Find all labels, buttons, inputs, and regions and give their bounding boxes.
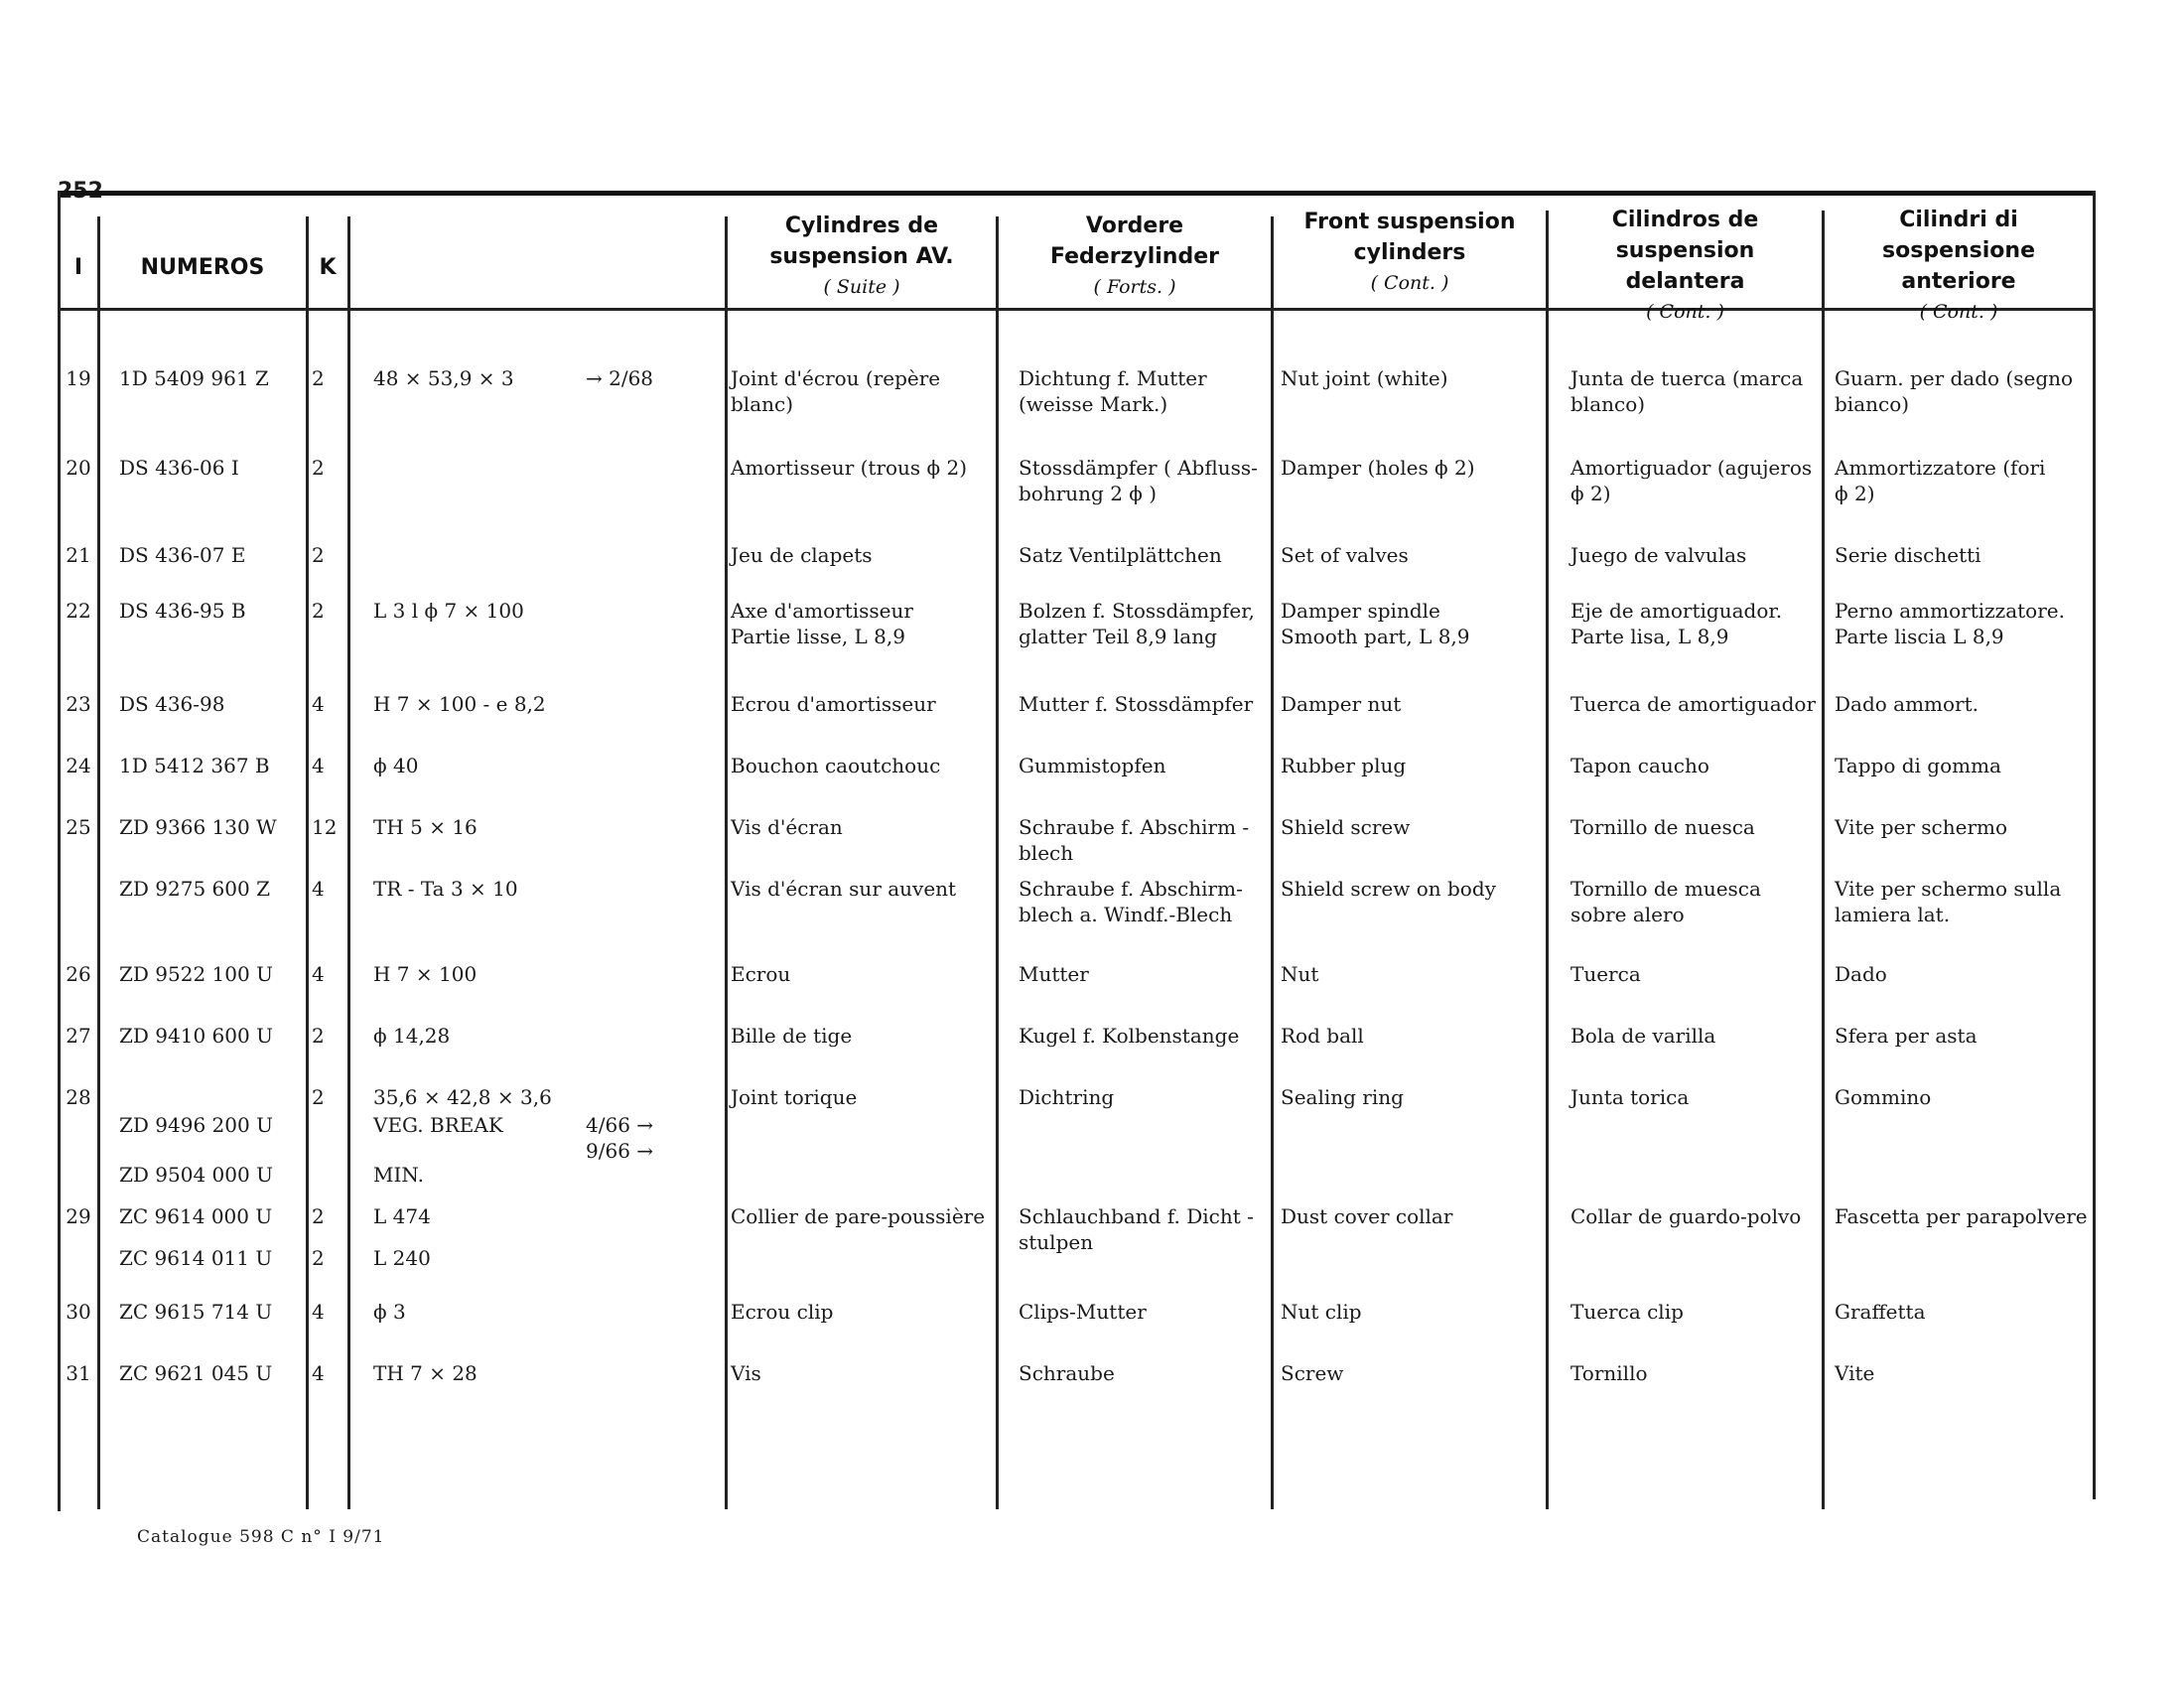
cell-spec: MIN. [373, 1163, 424, 1187]
cell-k: 4 [312, 692, 325, 716]
cell-es: Tornillo [1570, 1361, 1648, 1385]
cell-de: Kugel f. Kolbenstange [1019, 1024, 1240, 1048]
cell-k: 4 [312, 754, 325, 777]
cell-i: 26 [66, 962, 91, 986]
cell-en: Damper nut [1281, 692, 1402, 716]
header-french-cont: ( Suite ) [823, 276, 900, 298]
cell-num: ZD 9410 600 U [119, 1024, 273, 1048]
cell-k: 4 [312, 1300, 325, 1324]
cell-it: Fascetta per parapolvere [1835, 1204, 2088, 1228]
cell-de: Dichtring [1019, 1085, 1115, 1109]
column-rule [725, 216, 728, 1509]
cell-num: ZC 9615 714 U [119, 1300, 273, 1324]
cell-es: Tornillo de muesca sobre alero [1570, 877, 1761, 926]
cell-i: 24 [66, 754, 91, 777]
header-italian-cont: ( Cont. ) [1919, 301, 1998, 323]
header-english [1274, 207, 1546, 299]
cell-it: Serie dischetti [1835, 543, 1981, 567]
cell-num: DS 436-98 [119, 692, 225, 716]
cell-i: 20 [66, 456, 91, 480]
cell-en: Shield screw on body [1281, 877, 1496, 901]
cell-en: Dust cover collar [1281, 1204, 1453, 1228]
header-italian-line: anteriore [1901, 269, 2016, 294]
cell-en: Nut joint (white) [1281, 366, 1448, 390]
cell-de: Schraube f. Abschirm- blech a. Windf.-Blech [1019, 877, 1243, 926]
cell-it: Guarn. per dado (segno bianco) [1835, 366, 2074, 416]
cell-en: Nut [1281, 962, 1319, 986]
cell-k: 2 [312, 1204, 325, 1228]
header-french [728, 211, 996, 303]
cell-fr: Ecrou clip [731, 1300, 834, 1324]
cell-it: Ammortizzatore (fori ϕ 2) [1835, 456, 2046, 505]
cell-es: Junta de tuerca (marca blanco) [1570, 366, 1804, 416]
cell-es: Tornillo de nuesca [1570, 815, 1755, 839]
cell-en: Sealing ring [1281, 1085, 1404, 1109]
cell-de: Bolzen f. Stossdämpfer, glatter Teil 8,9 lang [1019, 599, 1255, 648]
cell-k: 4 [312, 877, 325, 901]
cell-k: 2 [312, 1024, 325, 1048]
header-german-cont: ( Forts. ) [1093, 276, 1176, 298]
cell-num: 1D 5409 961 Z [119, 366, 269, 390]
cell-de: Schlauchband f. Dicht - stulpen [1019, 1204, 1254, 1254]
column-rule [996, 216, 999, 1509]
cell-k: 2 [312, 1246, 325, 1270]
cell-it: Gommino [1835, 1085, 1932, 1109]
cell-i: 29 [66, 1204, 91, 1228]
cell-it: Tappo di gomma [1835, 754, 2001, 777]
cell-k: 2 [312, 543, 325, 567]
cell-es: Tapon caucho [1570, 754, 1709, 777]
header-spanish-line: Cilindros de suspension [1611, 208, 1759, 263]
cell-en: Damper (holes ϕ 2) [1281, 456, 1475, 480]
cell-fr: Ecrou d'amortisseur [731, 692, 936, 716]
cell-de: Satz Ventilplättchen [1019, 543, 1222, 567]
cell-i: 19 [66, 366, 91, 390]
cell-spec: L 3 l ϕ 7 × 100 [373, 599, 524, 623]
header-index: I [73, 255, 83, 280]
cell-k: 2 [312, 599, 325, 623]
header-german-line: Federzylinder [1050, 244, 1219, 269]
cell-de: Schraube [1019, 1361, 1115, 1385]
cell-en: Rod ball [1281, 1024, 1364, 1048]
header-spanish-cont: ( Cont. ) [1646, 301, 1724, 323]
cell-num: ZC 9614 011 U [119, 1246, 273, 1270]
cell-it: Perno ammortizzatore. Parte liscia L 8,9 [1835, 599, 2065, 648]
header-spanish [1549, 205, 1822, 328]
header-english-cont: ( Cont. ) [1370, 272, 1449, 294]
header-french-line: suspension AV. [769, 244, 954, 269]
cell-i: 31 [66, 1361, 91, 1385]
cell-spec: 35,6 × 42,8 × 3,6 [373, 1085, 552, 1109]
cell-spec: 48 × 53,9 × 3 [373, 366, 514, 390]
cell-es: Juego de valvulas [1570, 543, 1747, 567]
cell-k: 4 [312, 962, 325, 986]
cell-fr: Axe d'amortisseur Partie lisse, L 8,9 [731, 599, 913, 648]
cell-it: Dado ammort. [1835, 692, 1979, 716]
header-spanish-line: delantera [1625, 269, 1745, 294]
cell-es: Junta torica [1570, 1085, 1690, 1109]
cell-fr: Joint d'écrou (repère blanc) [731, 366, 941, 416]
cell-date: 4/66 → [586, 1113, 654, 1137]
header-french-line: Cylindres de [784, 213, 939, 238]
cell-spec: L 240 [373, 1246, 431, 1270]
cell-es: Tuerca clip [1570, 1300, 1684, 1324]
column-rule [2093, 191, 2096, 1499]
cell-es: Bola de varilla [1570, 1024, 1716, 1048]
cell-i: 27 [66, 1024, 91, 1048]
cell-num: ZD 9522 100 U [119, 962, 273, 986]
column-rule [1822, 211, 1825, 1509]
cell-spec: H 7 × 100 [373, 962, 478, 986]
cell-num: DS 436-06 I [119, 456, 239, 480]
cell-spec: L 474 [373, 1204, 431, 1228]
column-rule [306, 216, 309, 1509]
cell-de: Dichtung f. Mutter (weisse Mark.) [1019, 366, 1207, 416]
header-numeros: NUMEROS [140, 255, 265, 280]
cell-it: Vite per schermo [1835, 815, 2008, 839]
cell-es: Amortiguador (agujeros ϕ 2) [1570, 456, 1813, 505]
cell-num: ZD 9496 200 U [119, 1113, 273, 1137]
header-english-line: cylinders [1353, 240, 1466, 265]
cell-spec: TR - Ta 3 × 10 [373, 877, 518, 901]
column-rule [97, 216, 100, 1509]
column-rule [1271, 216, 1274, 1509]
cell-es: Collar de guardo-polvo [1570, 1204, 1802, 1228]
cell-en: Shield screw [1281, 815, 1411, 839]
cell-fr: Collier de pare-poussière [731, 1204, 986, 1228]
cell-fr: Vis d'écran [731, 815, 843, 839]
cell-de: Clips-Mutter [1019, 1300, 1147, 1324]
cell-de: Stossdämpfer ( Abfluss- bohrung 2 ϕ ) [1019, 456, 1258, 505]
cell-date: → 2/68 [586, 366, 654, 390]
cell-num: ZD 9504 000 U [119, 1163, 273, 1187]
cell-k: 2 [312, 1085, 325, 1109]
cell-spec: TH 7 × 28 [373, 1361, 478, 1385]
header-english-line: Front suspension [1303, 210, 1516, 234]
cell-num: ZD 9366 130 W [119, 815, 277, 839]
cell-fr: Bouchon caoutchouc [731, 754, 941, 777]
cell-spec: H 7 × 100 - e 8,2 [373, 692, 546, 716]
table-top-rule [58, 191, 2095, 196]
cell-fr: Amortisseur (trous ϕ 2) [731, 456, 968, 480]
cell-date2: 9/66 → [586, 1139, 654, 1163]
cell-i: 21 [66, 543, 91, 567]
cell-spec: ϕ 14,28 [373, 1024, 451, 1048]
cell-spec: VEG. BREAK [373, 1113, 503, 1137]
cell-k: 4 [312, 1361, 325, 1385]
cell-spec: ϕ 40 [373, 754, 419, 777]
cell-i: 30 [66, 1300, 91, 1324]
column-rule [1546, 211, 1549, 1509]
footer-catalogue: Catalogue 598 C n° I 9/71 [137, 1527, 385, 1547]
cell-it: Dado [1835, 962, 1887, 986]
cell-de: Gummistopfen [1019, 754, 1166, 777]
cell-num: DS 436-07 E [119, 543, 246, 567]
cell-fr: Vis d'écran sur auvent [731, 877, 957, 901]
cell-it: Vite [1835, 1361, 1875, 1385]
cell-i: 23 [66, 692, 91, 716]
cell-fr: Vis [731, 1361, 761, 1385]
cell-spec: TH 5 × 16 [373, 815, 478, 839]
header-k: K [319, 255, 337, 280]
cell-num: ZD 9275 600 Z [119, 877, 270, 901]
cell-k: 2 [312, 456, 325, 480]
cell-it: Sfera per asta [1835, 1024, 1978, 1048]
cell-en: Damper spindle Smooth part, L 8,9 [1281, 599, 1470, 648]
cell-num: 1D 5412 367 B [119, 754, 270, 777]
cell-fr: Ecrou [731, 962, 791, 986]
cell-k: 12 [312, 815, 338, 839]
cell-fr: Jeu de clapets [731, 543, 873, 567]
cell-num: ZC 9614 000 U [119, 1204, 273, 1228]
cell-num: ZC 9621 045 U [119, 1361, 273, 1385]
cell-i: 28 [66, 1085, 91, 1109]
cell-es: Tuerca [1570, 962, 1641, 986]
header-german [999, 211, 1271, 303]
column-rule [58, 191, 61, 1511]
cell-spec: ϕ 3 [373, 1300, 406, 1324]
cell-fr: Bille de tige [731, 1024, 853, 1048]
cell-de: Schraube f. Abschirm - blech [1019, 815, 1250, 865]
cell-k: 2 [312, 366, 325, 390]
cell-it: Graffetta [1835, 1300, 1926, 1324]
cell-en: Set of valves [1281, 543, 1409, 567]
cell-en: Screw [1281, 1361, 1344, 1385]
cell-en: Rubber plug [1281, 754, 1407, 777]
cell-es: Eje de amortiguador. Parte lisa, L 8,9 [1570, 599, 1783, 648]
header-german-line: Vordere [1085, 213, 1184, 238]
cell-it: Vite per schermo sulla lamiera lat. [1835, 877, 2062, 926]
cell-i: 22 [66, 599, 91, 623]
cell-i: 25 [66, 815, 91, 839]
cell-de: Mutter [1019, 962, 1089, 986]
cell-num: DS 436-95 B [119, 599, 246, 623]
cell-de: Mutter f. Stossdämpfer [1019, 692, 1254, 716]
cell-fr: Joint torique [731, 1085, 858, 1109]
cell-es: Tuerca de amortiguador [1570, 692, 1817, 716]
column-rule [347, 216, 350, 1509]
header-italian [1825, 205, 2093, 328]
cell-en: Nut clip [1281, 1300, 1362, 1324]
header-italian-line: Cilindri di sospensione [1882, 208, 2035, 263]
